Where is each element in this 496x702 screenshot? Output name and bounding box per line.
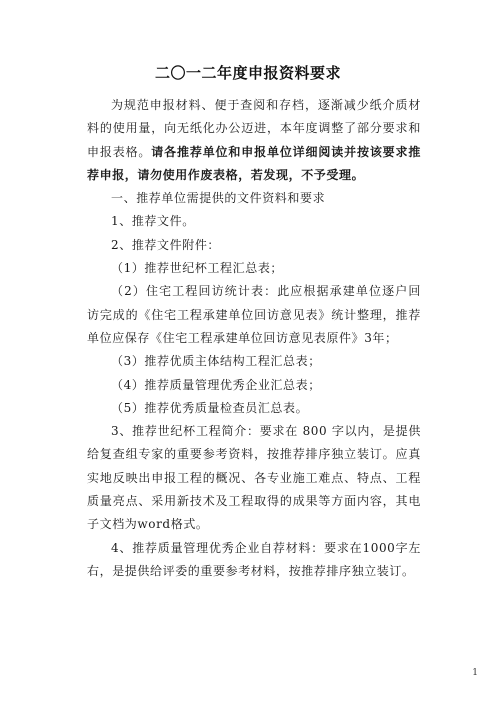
sub-item-2: （2）住宅工程回访统计表：此应根据承建单位逐户回访完成的《住宅工程承建单位回访意见表》统计整理，推荐单位应保存《住宅工程承建单位回访意见表原件》3年；	[87, 284, 421, 345]
section1-heading: 一、推荐单位需提供的文件资料和要求	[111, 191, 326, 206]
sub-item-1: （1）推荐世纪杯工程汇总表；	[111, 261, 284, 276]
sub-item-5: （5）推荐优秀质量检查员汇总表。	[111, 400, 309, 415]
document-title: 二〇一二年度申报资料要求	[154, 64, 341, 82]
item-2: 2、推荐文件附件：	[111, 237, 221, 252]
page-number: 1	[472, 668, 478, 678]
sub-item-4: （4）推荐质量管理优秀企业汇总表；	[111, 377, 321, 392]
intro-paragraph	[87, 94, 421, 187]
sub-item-3: （3）推荐优质主体结构工程汇总表；	[111, 354, 321, 369]
item-4: 4、推荐质量管理优秀企业自荐材料：要求在1000字左右，是提供给评委的重要参考材料，按推荐排序独立装订。	[87, 540, 421, 578]
item-1: 1、推荐文件。	[111, 214, 195, 229]
intro-normal-text: 为规范申报材料、便于查阅和存档，逐渐减少纸介质材料的使用量，向无纸化办公迈进，本年度调整了部分要求和申报表格。	[87, 98, 421, 159]
intro-bold-text: 请各推荐单位和申报单位详细阅读并按该要求推荐申报，请勿使用作废表格，若发现，不予受理。	[87, 144, 421, 182]
item-3: 3、推荐世纪杯工程简介：要求在 800 字以内，是提供给复查组专家的重要参考资料，按推荐排序独立装订。应真实地反映出申报工程的概况、各专业施工难点、特点、工程质量亮点、采用新技术及工程取得的成果等方面内容，其电子文档为word格式。	[87, 424, 421, 532]
document-body	[87, 94, 421, 583]
